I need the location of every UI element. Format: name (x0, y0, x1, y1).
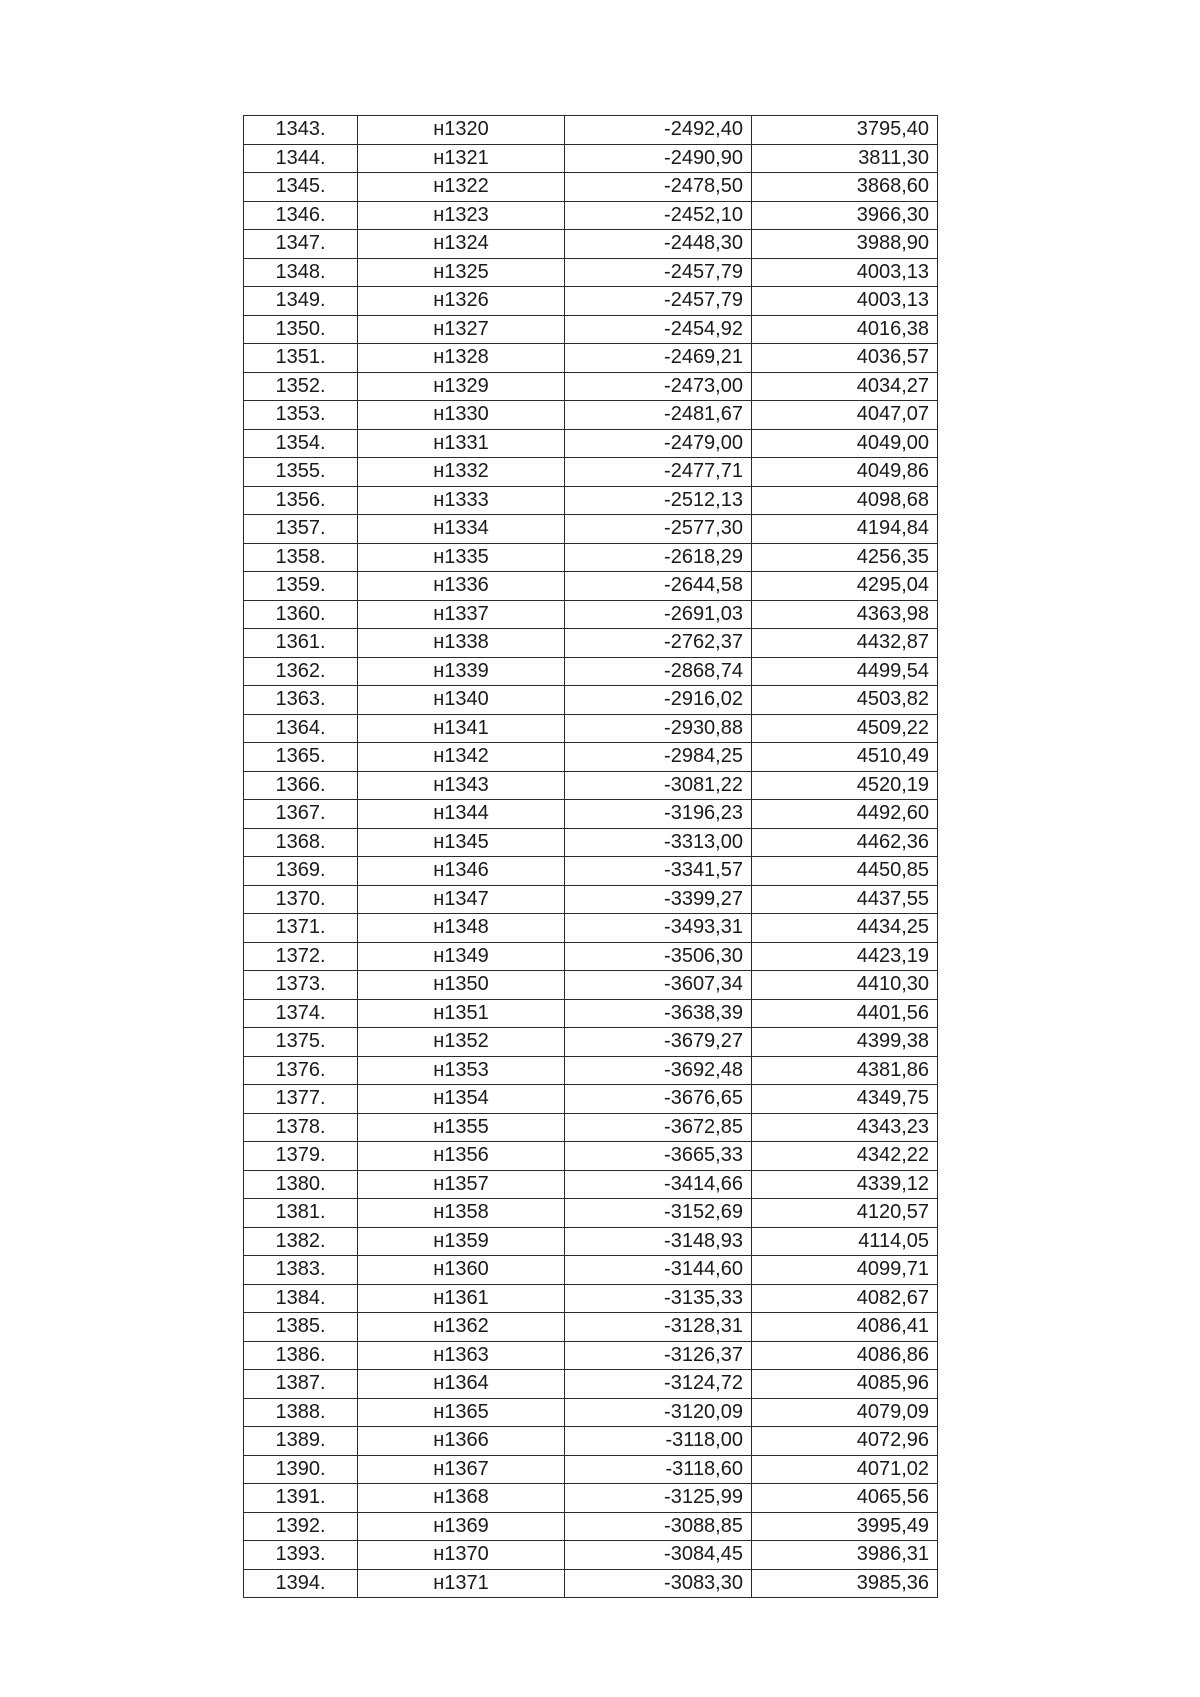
point-name-cell: н1358 (358, 1199, 565, 1228)
point-name-cell: н1351 (358, 999, 565, 1028)
point-name-cell: н1362 (358, 1313, 565, 1342)
y-coordinate-cell: 3868,60 (752, 173, 938, 202)
x-coordinate-cell: -2492,40 (565, 116, 752, 145)
point-number-cell: 1364. (244, 714, 358, 743)
table-row (244, 543, 938, 572)
x-coordinate-cell: -3126,37 (565, 1341, 752, 1370)
table-row (244, 971, 938, 1000)
table-row (244, 1227, 938, 1256)
x-coordinate-cell: -2448,30 (565, 230, 752, 259)
y-coordinate-cell: 4432,87 (752, 629, 938, 658)
x-coordinate-cell: -2984,25 (565, 743, 752, 772)
x-coordinate-cell: -2762,37 (565, 629, 752, 658)
table-row (244, 1113, 938, 1142)
point-number-cell: 1391. (244, 1484, 358, 1513)
y-coordinate-cell: 4114,05 (752, 1227, 938, 1256)
point-number-cell: 1358. (244, 543, 358, 572)
table-row (244, 1056, 938, 1085)
point-name-cell: н1327 (358, 315, 565, 344)
point-name-cell: н1364 (358, 1370, 565, 1399)
y-coordinate-cell: 4349,75 (752, 1085, 938, 1114)
table-row (244, 1085, 938, 1114)
table-row (244, 1284, 938, 1313)
table-row (244, 800, 938, 829)
table-row (244, 1455, 938, 1484)
point-number-cell: 1352. (244, 372, 358, 401)
y-coordinate-cell: 4520,19 (752, 771, 938, 800)
point-number-cell: 1375. (244, 1028, 358, 1057)
point-number-cell: 1376. (244, 1056, 358, 1085)
point-number-cell: 1393. (244, 1541, 358, 1570)
y-coordinate-cell: 4510,49 (752, 743, 938, 772)
point-name-cell: н1331 (358, 429, 565, 458)
y-coordinate-cell: 4381,86 (752, 1056, 938, 1085)
point-number-cell: 1343. (244, 116, 358, 145)
y-coordinate-cell: 4003,13 (752, 258, 938, 287)
table-row (244, 1199, 938, 1228)
point-name-cell: н1330 (358, 401, 565, 430)
y-coordinate-cell: 4399,38 (752, 1028, 938, 1057)
y-coordinate-cell: 3988,90 (752, 230, 938, 259)
y-coordinate-cell: 3985,36 (752, 1569, 938, 1598)
point-number-cell: 1372. (244, 942, 358, 971)
x-coordinate-cell: -3692,48 (565, 1056, 752, 1085)
point-name-cell: н1342 (358, 743, 565, 772)
point-number-cell: 1373. (244, 971, 358, 1000)
point-name-cell: н1368 (358, 1484, 565, 1513)
x-coordinate-cell: -3638,39 (565, 999, 752, 1028)
x-coordinate-cell: -2454,92 (565, 315, 752, 344)
table-row (244, 1512, 938, 1541)
point-name-cell: н1348 (358, 914, 565, 943)
table-row (244, 401, 938, 430)
table-row (244, 429, 938, 458)
point-name-cell: н1357 (358, 1170, 565, 1199)
table-row (244, 173, 938, 202)
point-name-cell: н1359 (358, 1227, 565, 1256)
table-row (244, 686, 938, 715)
x-coordinate-cell: -2691,03 (565, 600, 752, 629)
x-coordinate-cell: -3144,60 (565, 1256, 752, 1285)
coordinates-table (243, 115, 938, 1598)
y-coordinate-cell: 4098,68 (752, 486, 938, 515)
point-number-cell: 1389. (244, 1427, 358, 1456)
point-number-cell: 1345. (244, 173, 358, 202)
point-number-cell: 1361. (244, 629, 358, 658)
x-coordinate-cell: -3148,93 (565, 1227, 752, 1256)
x-coordinate-cell: -2644,58 (565, 572, 752, 601)
point-name-cell: н1349 (358, 942, 565, 971)
table-row (244, 942, 938, 971)
point-name-cell: н1360 (358, 1256, 565, 1285)
x-coordinate-cell: -2490,90 (565, 144, 752, 173)
x-coordinate-cell: -3118,60 (565, 1455, 752, 1484)
table-row (244, 1569, 938, 1598)
point-number-cell: 1381. (244, 1199, 358, 1228)
x-coordinate-cell: -3083,30 (565, 1569, 752, 1598)
table-row (244, 857, 938, 886)
point-number-cell: 1392. (244, 1512, 358, 1541)
point-number-cell: 1386. (244, 1341, 358, 1370)
point-name-cell: н1346 (358, 857, 565, 886)
point-number-cell: 1365. (244, 743, 358, 772)
y-coordinate-cell: 4450,85 (752, 857, 938, 886)
point-name-cell: н1340 (358, 686, 565, 715)
x-coordinate-cell: -2512,13 (565, 486, 752, 515)
point-name-cell: н1335 (358, 543, 565, 572)
x-coordinate-cell: -3414,66 (565, 1170, 752, 1199)
x-coordinate-cell: -3118,00 (565, 1427, 752, 1456)
point-number-cell: 1362. (244, 657, 358, 686)
y-coordinate-cell: 4339,12 (752, 1170, 938, 1199)
point-name-cell: н1338 (358, 629, 565, 658)
point-name-cell: н1339 (358, 657, 565, 686)
point-name-cell: н1347 (358, 885, 565, 914)
x-coordinate-cell: -3341,57 (565, 857, 752, 886)
y-coordinate-cell: 4509,22 (752, 714, 938, 743)
x-coordinate-cell: -3679,27 (565, 1028, 752, 1057)
point-name-cell: н1355 (358, 1113, 565, 1142)
point-number-cell: 1368. (244, 828, 358, 857)
y-coordinate-cell: 4499,54 (752, 657, 938, 686)
x-coordinate-cell: -2930,88 (565, 714, 752, 743)
point-number-cell: 1354. (244, 429, 358, 458)
y-coordinate-cell: 4194,84 (752, 515, 938, 544)
y-coordinate-cell: 3986,31 (752, 1541, 938, 1570)
table-row (244, 258, 938, 287)
x-coordinate-cell: -3676,65 (565, 1085, 752, 1114)
point-name-cell: н1336 (358, 572, 565, 601)
point-name-cell: н1361 (358, 1284, 565, 1313)
table-row (244, 201, 938, 230)
point-number-cell: 1356. (244, 486, 358, 515)
point-name-cell: н1371 (358, 1569, 565, 1598)
x-coordinate-cell: -2473,00 (565, 372, 752, 401)
x-coordinate-cell: -3125,99 (565, 1484, 752, 1513)
point-number-cell: 1344. (244, 144, 358, 173)
y-coordinate-cell: 4086,86 (752, 1341, 938, 1370)
y-coordinate-cell: 4462,36 (752, 828, 938, 857)
point-number-cell: 1360. (244, 600, 358, 629)
table-row (244, 515, 938, 544)
table-row (244, 1541, 938, 1570)
x-coordinate-cell: -3128,31 (565, 1313, 752, 1342)
table-row (244, 344, 938, 373)
table-row (244, 629, 938, 658)
point-name-cell: н1367 (358, 1455, 565, 1484)
point-number-cell: 1367. (244, 800, 358, 829)
y-coordinate-cell: 4065,56 (752, 1484, 938, 1513)
point-name-cell: н1328 (358, 344, 565, 373)
table-row (244, 1170, 938, 1199)
point-name-cell: н1323 (358, 201, 565, 230)
point-name-cell: н1320 (358, 116, 565, 145)
y-coordinate-cell: 4492,60 (752, 800, 938, 829)
point-number-cell: 1353. (244, 401, 358, 430)
point-number-cell: 1384. (244, 1284, 358, 1313)
x-coordinate-cell: -3313,00 (565, 828, 752, 857)
table-row (244, 287, 938, 316)
point-number-cell: 1371. (244, 914, 358, 943)
point-name-cell: н1337 (358, 600, 565, 629)
point-number-cell: 1357. (244, 515, 358, 544)
y-coordinate-cell: 4503,82 (752, 686, 938, 715)
x-coordinate-cell: -2469,21 (565, 344, 752, 373)
y-coordinate-cell: 4343,23 (752, 1113, 938, 1142)
y-coordinate-cell: 3966,30 (752, 201, 938, 230)
y-coordinate-cell: 4434,25 (752, 914, 938, 943)
x-coordinate-cell: -3135,33 (565, 1284, 752, 1313)
x-coordinate-cell: -3088,85 (565, 1512, 752, 1541)
x-coordinate-cell: -3120,09 (565, 1398, 752, 1427)
point-number-cell: 1359. (244, 572, 358, 601)
point-number-cell: 1347. (244, 230, 358, 259)
table-row (244, 1028, 938, 1057)
point-name-cell: н1333 (358, 486, 565, 515)
point-number-cell: 1385. (244, 1313, 358, 1342)
x-coordinate-cell: -3124,72 (565, 1370, 752, 1399)
point-number-cell: 1350. (244, 315, 358, 344)
x-coordinate-cell: -2478,50 (565, 173, 752, 202)
y-coordinate-cell: 4086,41 (752, 1313, 938, 1342)
y-coordinate-cell: 4036,57 (752, 344, 938, 373)
point-number-cell: 1363. (244, 686, 358, 715)
x-coordinate-cell: -3084,45 (565, 1541, 752, 1570)
table-row (244, 999, 938, 1028)
y-coordinate-cell: 4099,71 (752, 1256, 938, 1285)
x-coordinate-cell: -3152,69 (565, 1199, 752, 1228)
x-coordinate-cell: -2481,67 (565, 401, 752, 430)
point-name-cell: н1324 (358, 230, 565, 259)
point-name-cell: н1345 (358, 828, 565, 857)
y-coordinate-cell: 4120,57 (752, 1199, 938, 1228)
y-coordinate-cell: 4071,02 (752, 1455, 938, 1484)
point-name-cell: н1369 (358, 1512, 565, 1541)
x-coordinate-cell: -2457,79 (565, 287, 752, 316)
table-row (244, 1341, 938, 1370)
point-name-cell: н1365 (358, 1398, 565, 1427)
point-number-cell: 1349. (244, 287, 358, 316)
point-number-cell: 1388. (244, 1398, 358, 1427)
table-row (244, 771, 938, 800)
point-number-cell: 1369. (244, 857, 358, 886)
x-coordinate-cell: -2479,00 (565, 429, 752, 458)
table-row (244, 144, 938, 173)
y-coordinate-cell: 4342,22 (752, 1142, 938, 1171)
y-coordinate-cell: 4003,13 (752, 287, 938, 316)
table-row (244, 657, 938, 686)
x-coordinate-cell: -3506,30 (565, 942, 752, 971)
y-coordinate-cell: 4401,56 (752, 999, 938, 1028)
table-row (244, 315, 938, 344)
y-coordinate-cell: 4295,04 (752, 572, 938, 601)
table-row (244, 743, 938, 772)
point-number-cell: 1390. (244, 1455, 358, 1484)
point-name-cell: н1352 (358, 1028, 565, 1057)
y-coordinate-cell: 4079,09 (752, 1398, 938, 1427)
table-row (244, 230, 938, 259)
x-coordinate-cell: -2916,02 (565, 686, 752, 715)
y-coordinate-cell: 4256,35 (752, 543, 938, 572)
y-coordinate-cell: 3795,40 (752, 116, 938, 145)
point-name-cell: н1322 (358, 173, 565, 202)
x-coordinate-cell: -3665,33 (565, 1142, 752, 1171)
point-number-cell: 1378. (244, 1113, 358, 1142)
point-number-cell: 1387. (244, 1370, 358, 1399)
table-row (244, 1484, 938, 1513)
table-row (244, 372, 938, 401)
table-row (244, 458, 938, 487)
x-coordinate-cell: -2577,30 (565, 515, 752, 544)
table-row (244, 1256, 938, 1285)
point-number-cell: 1394. (244, 1569, 358, 1598)
point-number-cell: 1382. (244, 1227, 358, 1256)
y-coordinate-cell: 4423,19 (752, 942, 938, 971)
point-number-cell: 1379. (244, 1142, 358, 1171)
table-row (244, 1370, 938, 1399)
point-name-cell: н1354 (358, 1085, 565, 1114)
y-coordinate-cell: 4047,07 (752, 401, 938, 430)
point-number-cell: 1346. (244, 201, 358, 230)
y-coordinate-cell: 4363,98 (752, 600, 938, 629)
point-name-cell: н1366 (358, 1427, 565, 1456)
table-row (244, 1427, 938, 1456)
table-row (244, 914, 938, 943)
table-row (244, 600, 938, 629)
y-coordinate-cell: 4082,67 (752, 1284, 938, 1313)
table-row (244, 828, 938, 857)
point-number-cell: 1366. (244, 771, 358, 800)
x-coordinate-cell: -2452,10 (565, 201, 752, 230)
x-coordinate-cell: -2477,71 (565, 458, 752, 487)
y-coordinate-cell: 4049,86 (752, 458, 938, 487)
x-coordinate-cell: -3081,22 (565, 771, 752, 800)
point-name-cell: н1329 (358, 372, 565, 401)
point-name-cell: н1332 (358, 458, 565, 487)
y-coordinate-cell: 3811,30 (752, 144, 938, 173)
table-row (244, 885, 938, 914)
x-coordinate-cell: -2457,79 (565, 258, 752, 287)
point-name-cell: н1326 (358, 287, 565, 316)
point-name-cell: н1370 (358, 1541, 565, 1570)
y-coordinate-cell: 4410,30 (752, 971, 938, 1000)
point-name-cell: н1334 (358, 515, 565, 544)
point-number-cell: 1351. (244, 344, 358, 373)
y-coordinate-cell: 4072,96 (752, 1427, 938, 1456)
point-name-cell: н1356 (358, 1142, 565, 1171)
point-number-cell: 1374. (244, 999, 358, 1028)
x-coordinate-cell: -3493,31 (565, 914, 752, 943)
x-coordinate-cell: -2868,74 (565, 657, 752, 686)
point-number-cell: 1377. (244, 1085, 358, 1114)
x-coordinate-cell: -3672,85 (565, 1113, 752, 1142)
table-row (244, 1313, 938, 1342)
table-row (244, 1142, 938, 1171)
table-row (244, 1398, 938, 1427)
point-name-cell: н1350 (358, 971, 565, 1000)
x-coordinate-cell: -3196,23 (565, 800, 752, 829)
table-row (244, 572, 938, 601)
y-coordinate-cell: 4437,55 (752, 885, 938, 914)
point-number-cell: 1348. (244, 258, 358, 287)
point-name-cell: н1344 (358, 800, 565, 829)
point-name-cell: н1353 (358, 1056, 565, 1085)
point-name-cell: н1363 (358, 1341, 565, 1370)
y-coordinate-cell: 3995,49 (752, 1512, 938, 1541)
x-coordinate-cell: -2618,29 (565, 543, 752, 572)
point-name-cell: н1343 (358, 771, 565, 800)
point-number-cell: 1383. (244, 1256, 358, 1285)
table-row (244, 116, 938, 145)
point-name-cell: н1321 (358, 144, 565, 173)
y-coordinate-cell: 4049,00 (752, 429, 938, 458)
point-name-cell: н1325 (358, 258, 565, 287)
x-coordinate-cell: -3607,34 (565, 971, 752, 1000)
point-name-cell: н1341 (358, 714, 565, 743)
x-coordinate-cell: -3399,27 (565, 885, 752, 914)
y-coordinate-cell: 4034,27 (752, 372, 938, 401)
table-row (244, 714, 938, 743)
coordinates-table-body (244, 116, 938, 1598)
y-coordinate-cell: 4085,96 (752, 1370, 938, 1399)
y-coordinate-cell: 4016,38 (752, 315, 938, 344)
point-number-cell: 1370. (244, 885, 358, 914)
point-number-cell: 1355. (244, 458, 358, 487)
table-row (244, 486, 938, 515)
point-number-cell: 1380. (244, 1170, 358, 1199)
